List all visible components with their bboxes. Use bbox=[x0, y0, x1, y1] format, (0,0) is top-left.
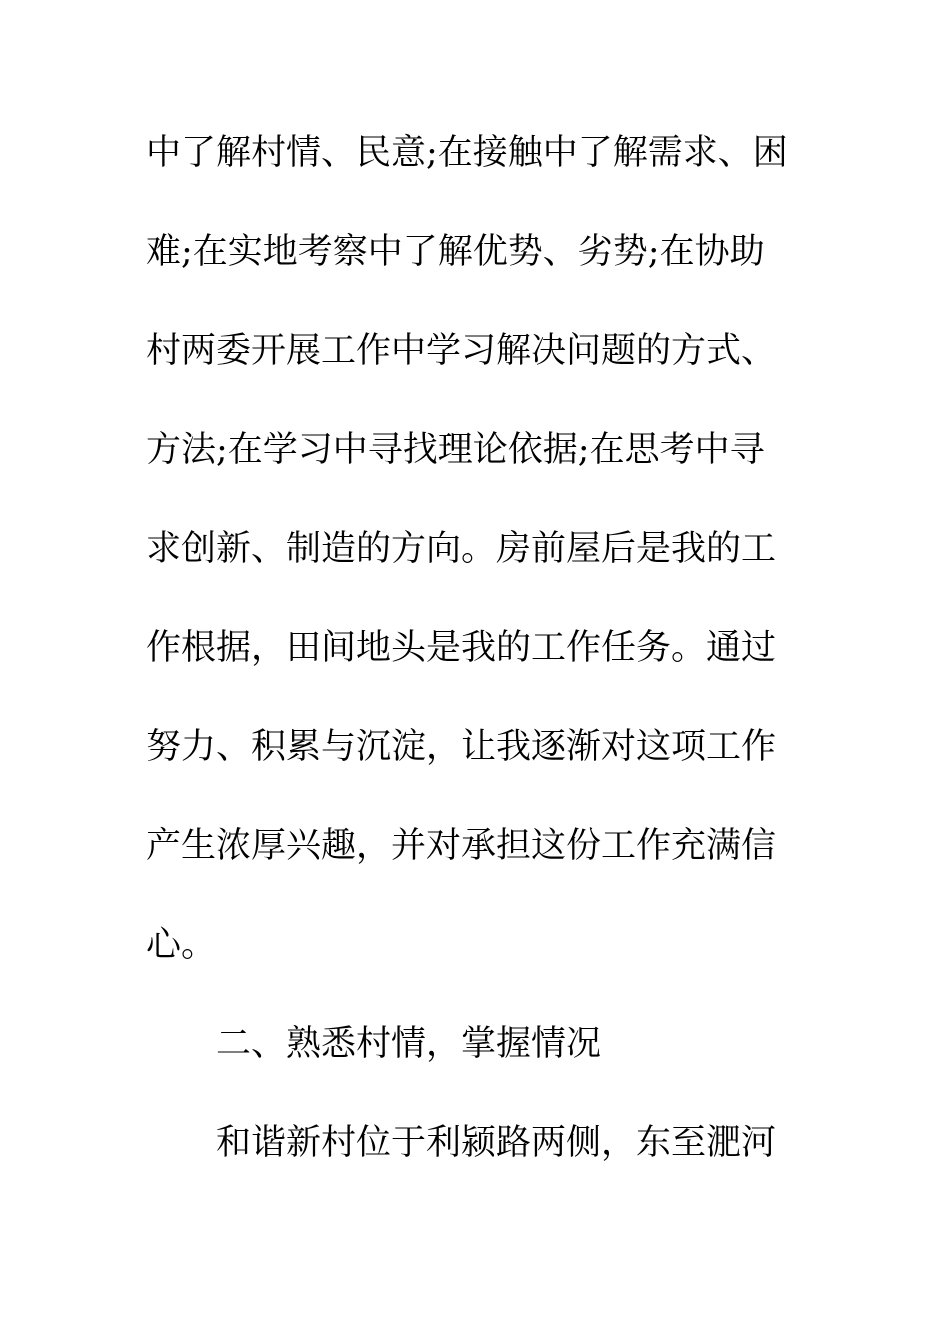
paragraph-line-6: 作根据，田间地头是我的工作任务。通过 bbox=[146, 628, 777, 668]
paragraph-line-5: 求创新、制造的方向。房前屋后是我的工 bbox=[146, 529, 777, 569]
paragraph-line-8: 产生浓厚兴趣，并对承担这份工作充满信 bbox=[146, 826, 777, 866]
section-heading: 二、熟悉村情，掌握情况 bbox=[216, 1024, 602, 1064]
paragraph-line-1: 中了解村情、民意;在接触中了解需求、困 bbox=[146, 133, 788, 173]
paragraph-line-4: 方法;在学习中寻找理论依据;在思考中寻 bbox=[146, 430, 765, 470]
paragraph-line-2: 难;在实地考察中了解优势、劣势;在协助 bbox=[146, 232, 765, 272]
section-paragraph-line-1: 和谐新村位于利颍路两侧，东至淝河 bbox=[216, 1123, 777, 1163]
paragraph-line-9: 心。 bbox=[146, 925, 217, 965]
paragraph-line-3: 村两委开展工作中学习解决问题的方式、 bbox=[146, 331, 777, 371]
paragraph-line-7: 努力、积累与沉淀，让我逐渐对这项工作 bbox=[146, 727, 777, 767]
